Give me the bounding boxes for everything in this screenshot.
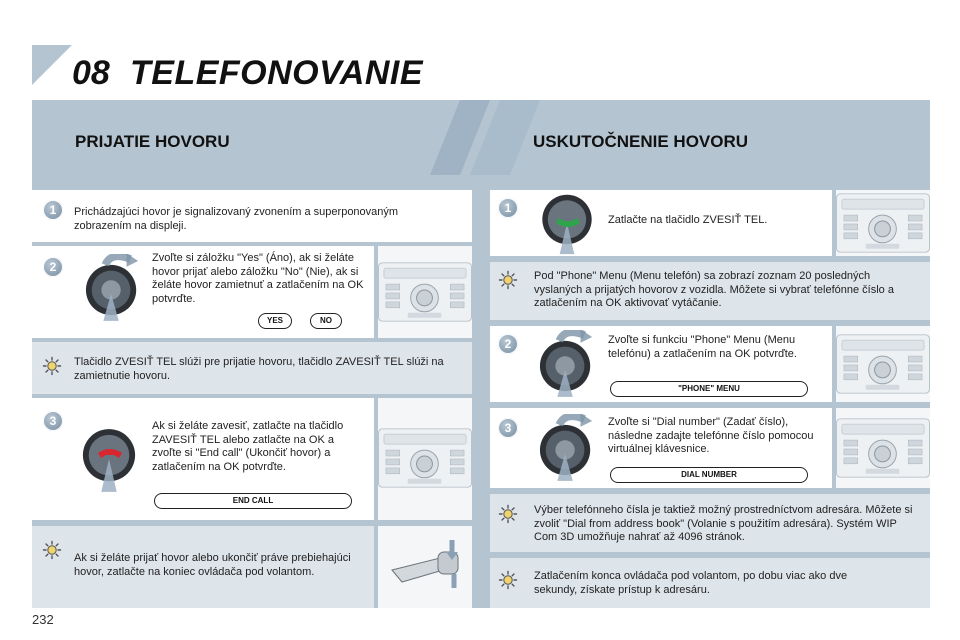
badge-icon: 3 <box>498 418 518 438</box>
no-tab[interactable]: NO <box>310 313 342 329</box>
radio-panel-card <box>836 190 930 256</box>
left-tip2-card <box>32 526 374 608</box>
tip-sun-icon <box>42 540 62 560</box>
left-step3-text: Ak si želáte zavesiť, zatlačte na tlačidlo ZAVESIŤ TEL alebo zatlačte na OK a zvoľte si "End call" (Ukončiť hovor) a zatlačením na OK potvrďte. <box>152 420 344 473</box>
right-step2-text: Zvoľte si funkciu "Phone" Menu (Menu telefónu) a zatlačením na OK potvrďte. <box>608 334 797 360</box>
badge-icon: 2 <box>43 257 63 277</box>
left-section-title: PRIJATIE HOVORU <box>75 132 230 151</box>
steering-stalk-icon <box>388 540 464 594</box>
radio-panel-card <box>836 326 930 402</box>
left-step2-text: Zvoľte si záložku "Yes" (Áno), ak si želáte hovor prijať alebo záložku "No" (Nie), ak si želáte hovor zamietnuť a zatlačením na OK potvrďte. <box>152 252 364 305</box>
phone-hangup-icon[interactable] <box>80 424 138 496</box>
tip-sun-icon <box>498 270 518 290</box>
right-step2-card <box>490 326 832 402</box>
rotate-arrow-icon <box>538 414 596 484</box>
radio-panel-icon <box>378 428 472 488</box>
right-tip1-text: Pod "Phone" Menu (Menu telefón) sa zobrazí zoznam 20 posledných vyslaných a prijatých hovorov z vozidla. Môžete si vybrať telefónne číslo a zatlačením na OK aktivovať vytáčanie. <box>534 270 894 309</box>
yes-tab[interactable]: YES <box>258 313 292 329</box>
right-tip2-text: Výber telefónneho čísla je taktiež možný prostredníctvom adresára. Môžete si zvoliť "Dial from address book" (Volanie s použitím adresára). Systém WIP Com 3D umožňuje nahrať až 4096 stránok. <box>534 504 913 543</box>
decorative-stripes <box>430 100 540 175</box>
left-step3-card <box>32 398 374 520</box>
tip-sun-icon <box>498 570 518 590</box>
badge-icon: 3 <box>43 411 63 431</box>
radio-panel-icon <box>378 262 472 322</box>
chapter-number: 08 <box>72 54 110 92</box>
right-step3-card <box>490 408 832 488</box>
page-number: 232 <box>32 612 54 627</box>
badge-icon: 1 <box>43 200 63 220</box>
right-section-title: USKUTOČNENIE HOVORU <box>533 132 749 151</box>
end-call-option[interactable]: END CALL <box>154 493 352 509</box>
phone-menu-option[interactable]: "PHONE" MENU <box>610 381 808 397</box>
left-step1-card <box>32 190 472 242</box>
left-tip1-card <box>32 342 472 394</box>
right-step1-card <box>490 190 832 256</box>
radio-panel-icon <box>836 418 930 478</box>
radio-panel-card <box>378 398 472 520</box>
chapter-title: TELEFONOVANIE <box>130 54 423 92</box>
left-tip1-text: Tlačidlo ZVESIŤ TEL slúži pre prijatie hovoru, tlačidlo ZAVESIŤ TEL slúži na zamietnutie hovoru. <box>74 356 444 382</box>
tip-sun-icon <box>42 356 62 376</box>
radio-panel-icon <box>836 193 930 253</box>
right-step3-text: Zvoľte si "Dial number" (Zadať číslo), následne zadajte telefónne číslo pomocou virtuálnej klávesnice. <box>608 416 814 455</box>
left-tip2-text: Ak si želáte prijať hovor alebo ukončiť práve prebiehajúci hovor, zatlačte na koniec ovládača pod volantom. <box>74 552 351 578</box>
left-step2-card <box>32 246 374 338</box>
left-step1-text: Prichádzajúci hovor je signalizovaný zvonením a superponovaným zobrazením na displeji. <box>74 206 399 232</box>
right-tip3-card <box>490 558 930 608</box>
right-step1-text: Zatlačte na tlačidlo ZVESIŤ TEL. <box>608 214 768 226</box>
radio-panel-card <box>378 246 472 338</box>
right-tip3-text: Zatlačením konca ovládača pod volantom, po dobu viac ako dve sekundy, získate prístup k adresáru. <box>534 570 848 596</box>
rotate-arrow-icon <box>538 330 596 400</box>
right-tip2-card <box>490 494 930 552</box>
tip-sun-icon <box>498 504 518 524</box>
rotate-arrow-icon <box>84 254 142 324</box>
phone-pickup-icon[interactable] <box>538 192 596 256</box>
dial-number-option[interactable]: DIAL NUMBER <box>610 467 808 483</box>
radio-panel-card <box>836 408 930 488</box>
badge-icon: 2 <box>498 334 518 354</box>
badge-icon: 1 <box>498 198 518 218</box>
radio-panel-icon <box>836 334 930 394</box>
steering-stalk-card <box>378 526 472 608</box>
right-tip1-card <box>490 262 930 320</box>
